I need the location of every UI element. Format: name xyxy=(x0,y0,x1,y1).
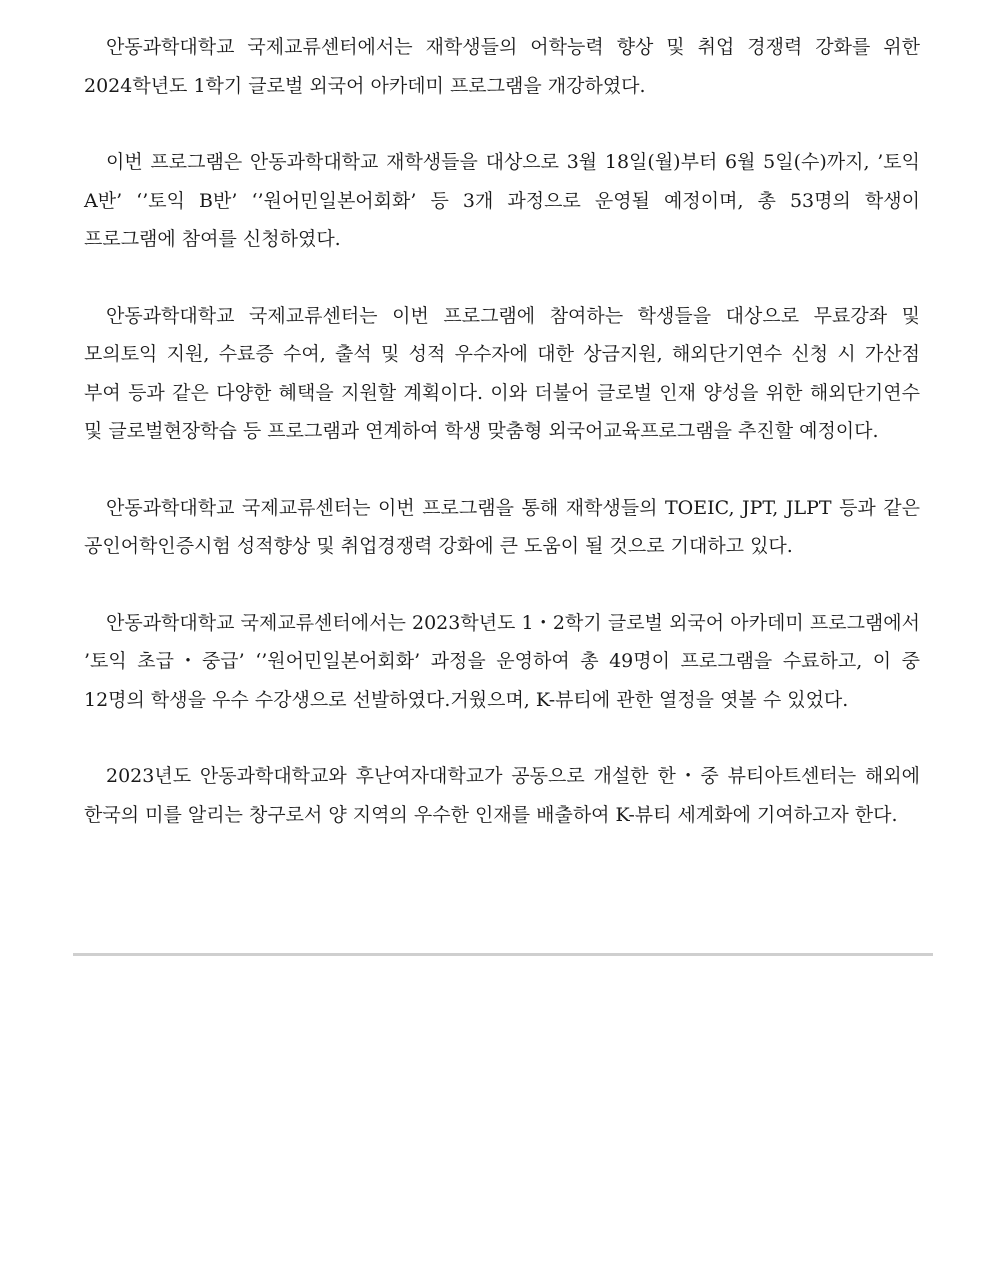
paragraph-benefits: 안동과학대학교 국제교류센터는 이번 프로그램에 참여하는 학생들을 대상으로 무료강좌 및 모의토익 지원, 수료증 수여, 출석 및 성적 우수자에 대한 상금지원, 해외단기연수 신청 시 가산점 부여 등과 같은 다양한 혜택을 지원할 계획이다. 이와 더불어 글로벌 인재 양성을 위한 해외단기연수 및 글로벌현장학습 등 프로그램과 연계하여 학생 맞춤형 외국어교육프로그램을 추진할 예정이다. xyxy=(84,304,920,442)
paragraph-beauty-art-center: 2023년도 안동과학대학교와 후난여자대학교가 공동으로 개설한 한・중 뷰티아트센터는 해외에 한국의 미를 알리는 창구로서 양 지역의 우수한 인재를 배출하여 K-뷰티 세계화에 기여하고자 한다. xyxy=(84,765,920,826)
paragraph-program-schedule: 이번 프로그램은 안동과학대학교 재학생들을 대상으로 3월 18일(월)부터 6월 5일(수)까지, ’토익 A반’ ‘’토익 B반’ ‘’원어민일본어회화’ 등 3개 과정으로 운영될 예정이며, 총 53명의 학생이 프로그램에 참여를 신청하였다. xyxy=(84,151,920,250)
section-divider xyxy=(73,953,933,956)
article-body xyxy=(84,28,920,872)
paragraph-academy-opening: 안동과학대학교 국제교류센터에서는 재학생들의 어학능력 향상 및 취업 경쟁력 강화를 위한 2024학년도 1학기 글로벌 외국어 아카데미 프로그램을 개강하였다. xyxy=(84,36,920,97)
paragraph-previous-results: 안동과학대학교 국제교류센터에서는 2023학년도 1・2학기 글로벌 외국어 아카데미 프로그램에서 ’토익 초급・중급’ ‘’원어민일본어회화’ 과정을 운영하여 총 49명이 프로그램을 수료하고, 이 중 12명의 학생을 우수 수강생으로 선발하였다.거웠으며, K-뷰티에 관한 열정을 엿볼 수 있었다. xyxy=(84,611,920,711)
paragraph-expectations: 안동과학대학교 국제교류센터는 이번 프로그램을 통해 재학생들의 TOEIC, JPT, JLPT 등과 같은 공인어학인증시험 성적향상 및 취업경쟁력 강화에 큰 도움이 될 것으로 기대하고 있다. xyxy=(84,496,920,557)
